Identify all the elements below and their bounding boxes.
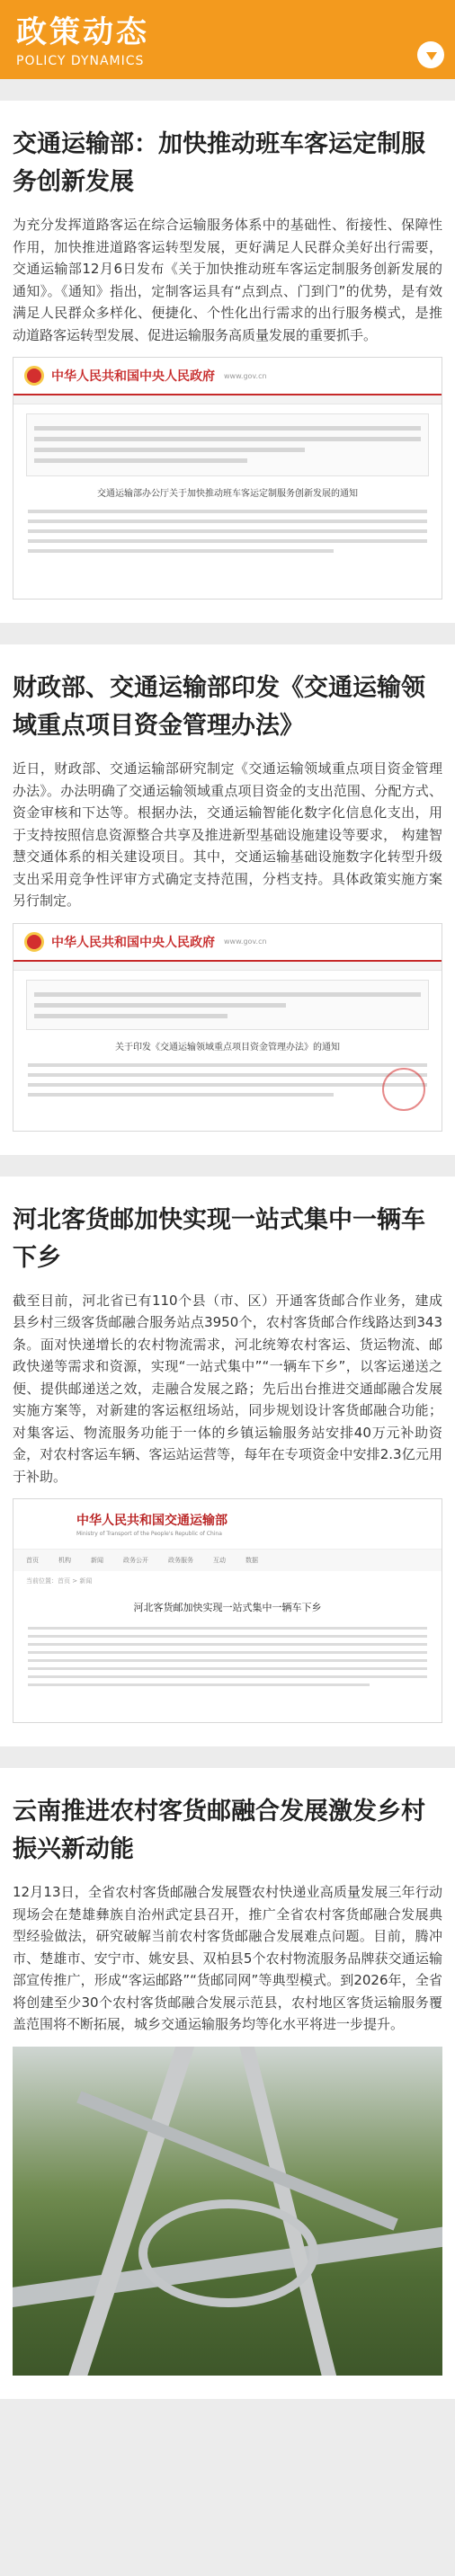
doc-meta-box bbox=[26, 413, 429, 476]
chevron-down-icon[interactable] bbox=[417, 41, 444, 68]
site-name: 中华人民共和国交通运输部 bbox=[76, 1514, 228, 1528]
doc-meta-box bbox=[26, 980, 429, 1030]
article-body: 为充分发挥道路客运在综合运输服务体系中的基础性、衔接性、保障性作用，加快推进道路客运转型发展，更好满足人民群众美好出行需要，交通运输部12月6日发布《关于加快推动班车客运定制服务创新发展的通知》。《通知》指出，定制客运具有“点到点、门到门”的优势，是有效满足人民群众多样化、便捷化、个性化出行需求的出行服务模式，是推动道路客运转型发展、促进运输服务高质量发展的重要抓手。 bbox=[13, 217, 442, 343]
section-title: 政策动态 bbox=[16, 14, 149, 50]
doc-title: 交通运输部办公厅关于加快推动班车客运定制服务创新发展的通知 bbox=[97, 489, 358, 499]
article-image bbox=[13, 923, 442, 1132]
article-card bbox=[0, 1177, 455, 1747]
site-header bbox=[13, 358, 442, 395]
article-body: 12月13日，全省农村客货邮融合发展暨农村快递业高质量发展三年行动现场会在楚雄彝族自治州武定县召开，推广全省农村客货邮融合发展典型经验做法，研究破解当前农村客货邮融合发展难点问题。目前，腾冲市、楚雄市、安宁市、姚安县、双柏县5个农村物流服务品牌获交通运输部宣传推广，形成“客运邮路”“货邮同网”等典型模式。到2026年，全省将创建至少30个农村客货邮融合发展示范县，农村地区客货运输服务覆盖范围将不断拓展，城乡交通运输服务均等化水平将进一步提升。 bbox=[13, 1884, 442, 2032]
official-seal-icon bbox=[382, 1068, 425, 1111]
article-title[interactable]: 交通运输部：加快推动班车客运定制服务创新发展 bbox=[13, 130, 425, 196]
site-name: 中华人民共和国中央人民政府 bbox=[51, 935, 215, 950]
article-card bbox=[0, 1768, 455, 2399]
site-url: www.gov.cn bbox=[224, 371, 267, 380]
nav-item: 数据 bbox=[245, 1557, 258, 1564]
site-name: 中华人民共和国中央人民政府 bbox=[51, 369, 215, 384]
article-body: 截至目前，河北省已有110个县（市、区）开通客货邮合作业务，建成县乡村三级客货邮融合服务站点3950个，农村客货邮合作线路达到343条。面对快递增长的农村物流需求，河北统筹农村客运、货运物流、邮政快递等需求和资源，实现“一站式集中”“一辆车下乡”，以客运递送之便、提供邮递送之效，走融合发展之路；先后出台推进交通邮融合发展实施方案等，对新建的客运枢纽场站，同步规划设计客货邮融合功能；对集客运、物流服务功能于一体的乡镇运输服务站安排40万元补助资金，对农村客运车辆、客运站运营等，每年在专项资金中安排2.3亿元用于补助。 bbox=[13, 1292, 442, 1485]
national-emblem-icon bbox=[24, 932, 44, 952]
site-nav-bar bbox=[13, 962, 442, 971]
national-emblem-icon bbox=[24, 366, 44, 386]
article-image bbox=[13, 357, 442, 600]
article-card bbox=[0, 644, 455, 1155]
article-title[interactable]: 财政部、交通运输部印发《交通运输领域重点项目资金管理办法》 bbox=[13, 674, 425, 740]
nav-item: 新闻 bbox=[91, 1557, 103, 1564]
site-header bbox=[13, 924, 442, 962]
interchange-loop bbox=[138, 2199, 318, 2307]
article-body: 近日，财政部、交通运输部研究制定《交通运输领域重点项目资金管理办法》。办法明确了交通运输领域重点项目资金的支出范围、分配方式、资金审核和下达等。根据办法，交通运输智能化数字化信息化支出，用于支持按照信息资源整合共享及推进新型基础设施建设等要求， 构建智慧交通体系的相关建设项目。其中，交通运输基础设施数字化转型升级支出采用竞争性评审方式确定支持范围，分档支持。具体政策实施方案另行制定。 bbox=[13, 760, 442, 909]
section-header bbox=[0, 0, 455, 79]
nav-item: 政务公开 bbox=[123, 1557, 148, 1564]
site-name-en: Ministry of Transport of the People's Republic of China bbox=[76, 1531, 222, 1537]
site-nav bbox=[13, 1550, 442, 1571]
doc-title: 关于印发《交通运输领域重点项目资金管理办法》的通知 bbox=[115, 1042, 340, 1053]
article-title[interactable]: 云南推进农村客货邮融合发展激发乡村振兴新动能 bbox=[13, 1798, 425, 1863]
aerial-highway-photo bbox=[13, 2047, 442, 2376]
nav-item: 首页 bbox=[26, 1557, 39, 1564]
section-subtitle: POLICY DYNAMICS bbox=[16, 54, 145, 68]
breadcrumb: 当前位置：首页 > 新闻 bbox=[26, 1577, 93, 1585]
article-title[interactable]: 河北客货邮加快实现一站式集中一辆车下乡 bbox=[13, 1205, 425, 1272]
article-image bbox=[13, 1498, 442, 1723]
nav-item: 机构 bbox=[58, 1557, 71, 1564]
nav-item: 政务服务 bbox=[168, 1557, 193, 1564]
article-card bbox=[0, 101, 455, 623]
nav-item: 互动 bbox=[213, 1557, 226, 1564]
site-url: www.gov.cn bbox=[224, 937, 267, 946]
site-header bbox=[13, 1499, 442, 1550]
site-nav-bar bbox=[13, 395, 442, 404]
doc-title: 河北客货邮加快实现一站式集中一辆车下乡 bbox=[133, 1602, 322, 1613]
